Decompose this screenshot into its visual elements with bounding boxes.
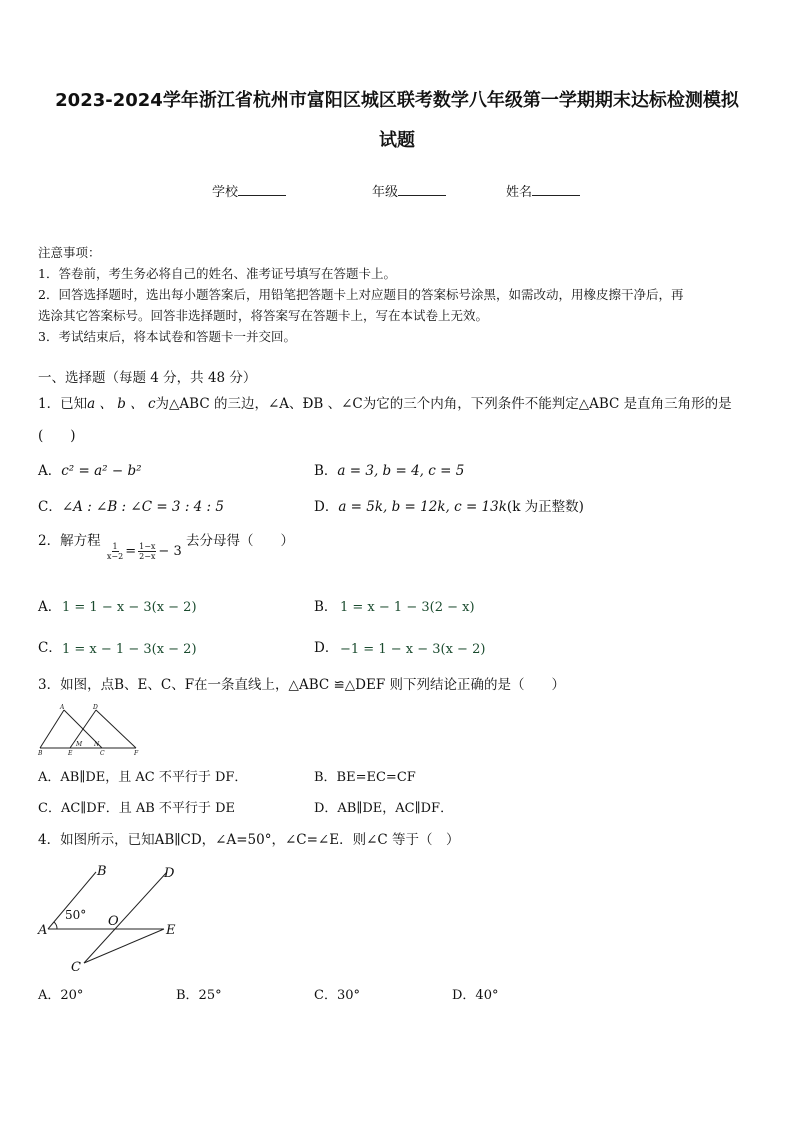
q3-label-f: F (134, 750, 139, 756)
school-label: 学校 (212, 185, 239, 200)
q2-option-c-text: 1 = x − 1 − 3(x − 2) (62, 642, 197, 657)
notice-item-2-cont: 选涂其它答案标号。回答非选择题时，将答案写在答题卡上，写在本试卷上无效。 (38, 308, 489, 323)
q2-frac-2-den: 2−x (139, 552, 156, 561)
grade-field (372, 181, 446, 200)
q4-label-e: E (166, 923, 176, 938)
q2-frac-1-den: x−2 (106, 552, 124, 561)
q4-option-d: D．40° (452, 988, 499, 1003)
q4-figure (34, 860, 184, 978)
q1-option-d (314, 497, 584, 517)
q1-option-c-text: ∠A : ∠B : ∠C = 3 : 4 : 5 (61, 499, 224, 515)
q3-label-c: C (100, 750, 105, 756)
q2-option-d-label: D． (314, 640, 339, 656)
q3-label-m: M (76, 741, 83, 748)
notice-item-3: 3．考试结束后，将本试卷和答题卡一并交回。 (38, 329, 296, 344)
q2-frac-2-num: 1−x (139, 542, 156, 551)
q1-option-b (314, 461, 464, 481)
q2-stem-b: 去分母得（ ） (186, 533, 295, 549)
q2-option-a-label: A． (38, 599, 62, 615)
q3-figure (36, 704, 144, 756)
grade-label: 年级 (372, 185, 399, 200)
q1-option-d-label: D． (314, 499, 339, 515)
notice-item-2: 2．回答选择题时，选出每小题答案后，用铅笔把答题卡上对应题目的答案标号涂黑，如需改动，用橡皮擦干净后，再 (38, 287, 684, 302)
name-blank (532, 183, 580, 196)
section-heading: 一、选择题（每题 4 分，共 48 分） (38, 370, 257, 386)
q2-frac-1-num: 1 (112, 542, 118, 551)
grade-blank (398, 183, 446, 196)
q4-stem: 4．如图所示，已知AB∥CD，∠A=50°，∠C=∠E．则∠C 等于（ ） (38, 832, 460, 848)
q3-option-b: B．BE=EC=CF (314, 770, 416, 785)
q1-stem-b: 为△ABC 的三边，∠A、ÐB 、∠C为它的三个内角，下列条件不能判定△ABC 是直角三角形的是 (155, 396, 732, 412)
q4-label-b: B (97, 864, 107, 879)
q3-label-d: D (93, 704, 98, 711)
q1-option-a-text: c² = a² − b² (61, 463, 142, 479)
q3-label-a: A (60, 704, 65, 711)
page-title-line2: 试题 (379, 130, 415, 151)
q2-eq-sign: = (125, 544, 137, 559)
q4-option-b: B．25° (176, 988, 222, 1003)
name-field (506, 181, 580, 200)
q2-frac-1 (107, 542, 123, 561)
q4-option-c: C．30° (314, 988, 360, 1003)
notice-item-1: 1．答卷前，考生务必将自己的姓名、准考证号填写在答题卡上。 (38, 266, 396, 281)
q1-option-b-text: a = 3, b = 4, c = 5 (337, 463, 465, 479)
q4-label-o: O (108, 914, 119, 929)
q1-paren: ( ) (38, 428, 76, 444)
q4-label-c: C (71, 960, 81, 975)
page-title-line1: 2023-2024学年浙江省杭州市富阳区城区联考数学八年级第一学期期末达标检测模拟 (55, 90, 739, 111)
q2-option-c-label: C． (38, 640, 62, 656)
name-label: 姓名 (506, 185, 533, 200)
q3-option-d: D．AB∥DE，AC∥DF． (314, 801, 454, 816)
q2-option-a-text: 1 = 1 − x − 3(x − 2) (62, 600, 197, 615)
q1-option-a-label: A． (38, 463, 62, 479)
q1-stem-a: 1．已知 (38, 396, 88, 412)
q3-label-e: E (68, 750, 73, 756)
q4-label-d: D (164, 866, 175, 881)
q3-option-a: A．AB∥DE，且 AC 不平行于 DF． (38, 770, 248, 785)
q1-option-d-text: a = 5k, b = 12k, c = 13k (338, 499, 507, 515)
q2-option-b-text: 1 = x − 1 − 3(2 − x) (340, 600, 475, 615)
q2-option-b-label: B． (314, 599, 338, 615)
q2-stem-a: 2．解方程 (38, 533, 101, 549)
q3-label-n: N (94, 741, 100, 748)
q2-stem (38, 531, 295, 561)
q2-frac-2 (138, 542, 156, 561)
q1-option-b-label: B． (314, 463, 338, 479)
school-field (212, 181, 286, 200)
q4-option-a: A．20° (38, 988, 84, 1003)
school-blank (238, 183, 286, 196)
notice-heading: 注意事项： (38, 245, 101, 260)
q1-option-d-note: (k 为正整数) (506, 499, 584, 515)
q1-vars: a 、 b 、 c (87, 396, 156, 412)
q4-angle-label: 50° (65, 908, 87, 922)
q1-option-c (38, 497, 224, 517)
q4-label-a: A (38, 923, 48, 938)
q3-option-c: C．AC∥DF．且 AB 不平行于 DE (38, 801, 235, 816)
q1-option-a (38, 461, 142, 481)
q2-option-d-text: −1 = 1 − x − 3(x − 2) (340, 642, 486, 657)
q3-label-b: B (38, 750, 43, 756)
q2-minus-3: − 3 (158, 544, 182, 559)
q1-stem (38, 394, 732, 414)
q1-option-c-label: C． (38, 499, 62, 515)
q2-equation (105, 541, 182, 562)
q3-stem: 3．如图，点B、E、C、F在一条直线上，△ABC ≌△DEF 则下列结论正确的是（ ） (38, 677, 566, 693)
